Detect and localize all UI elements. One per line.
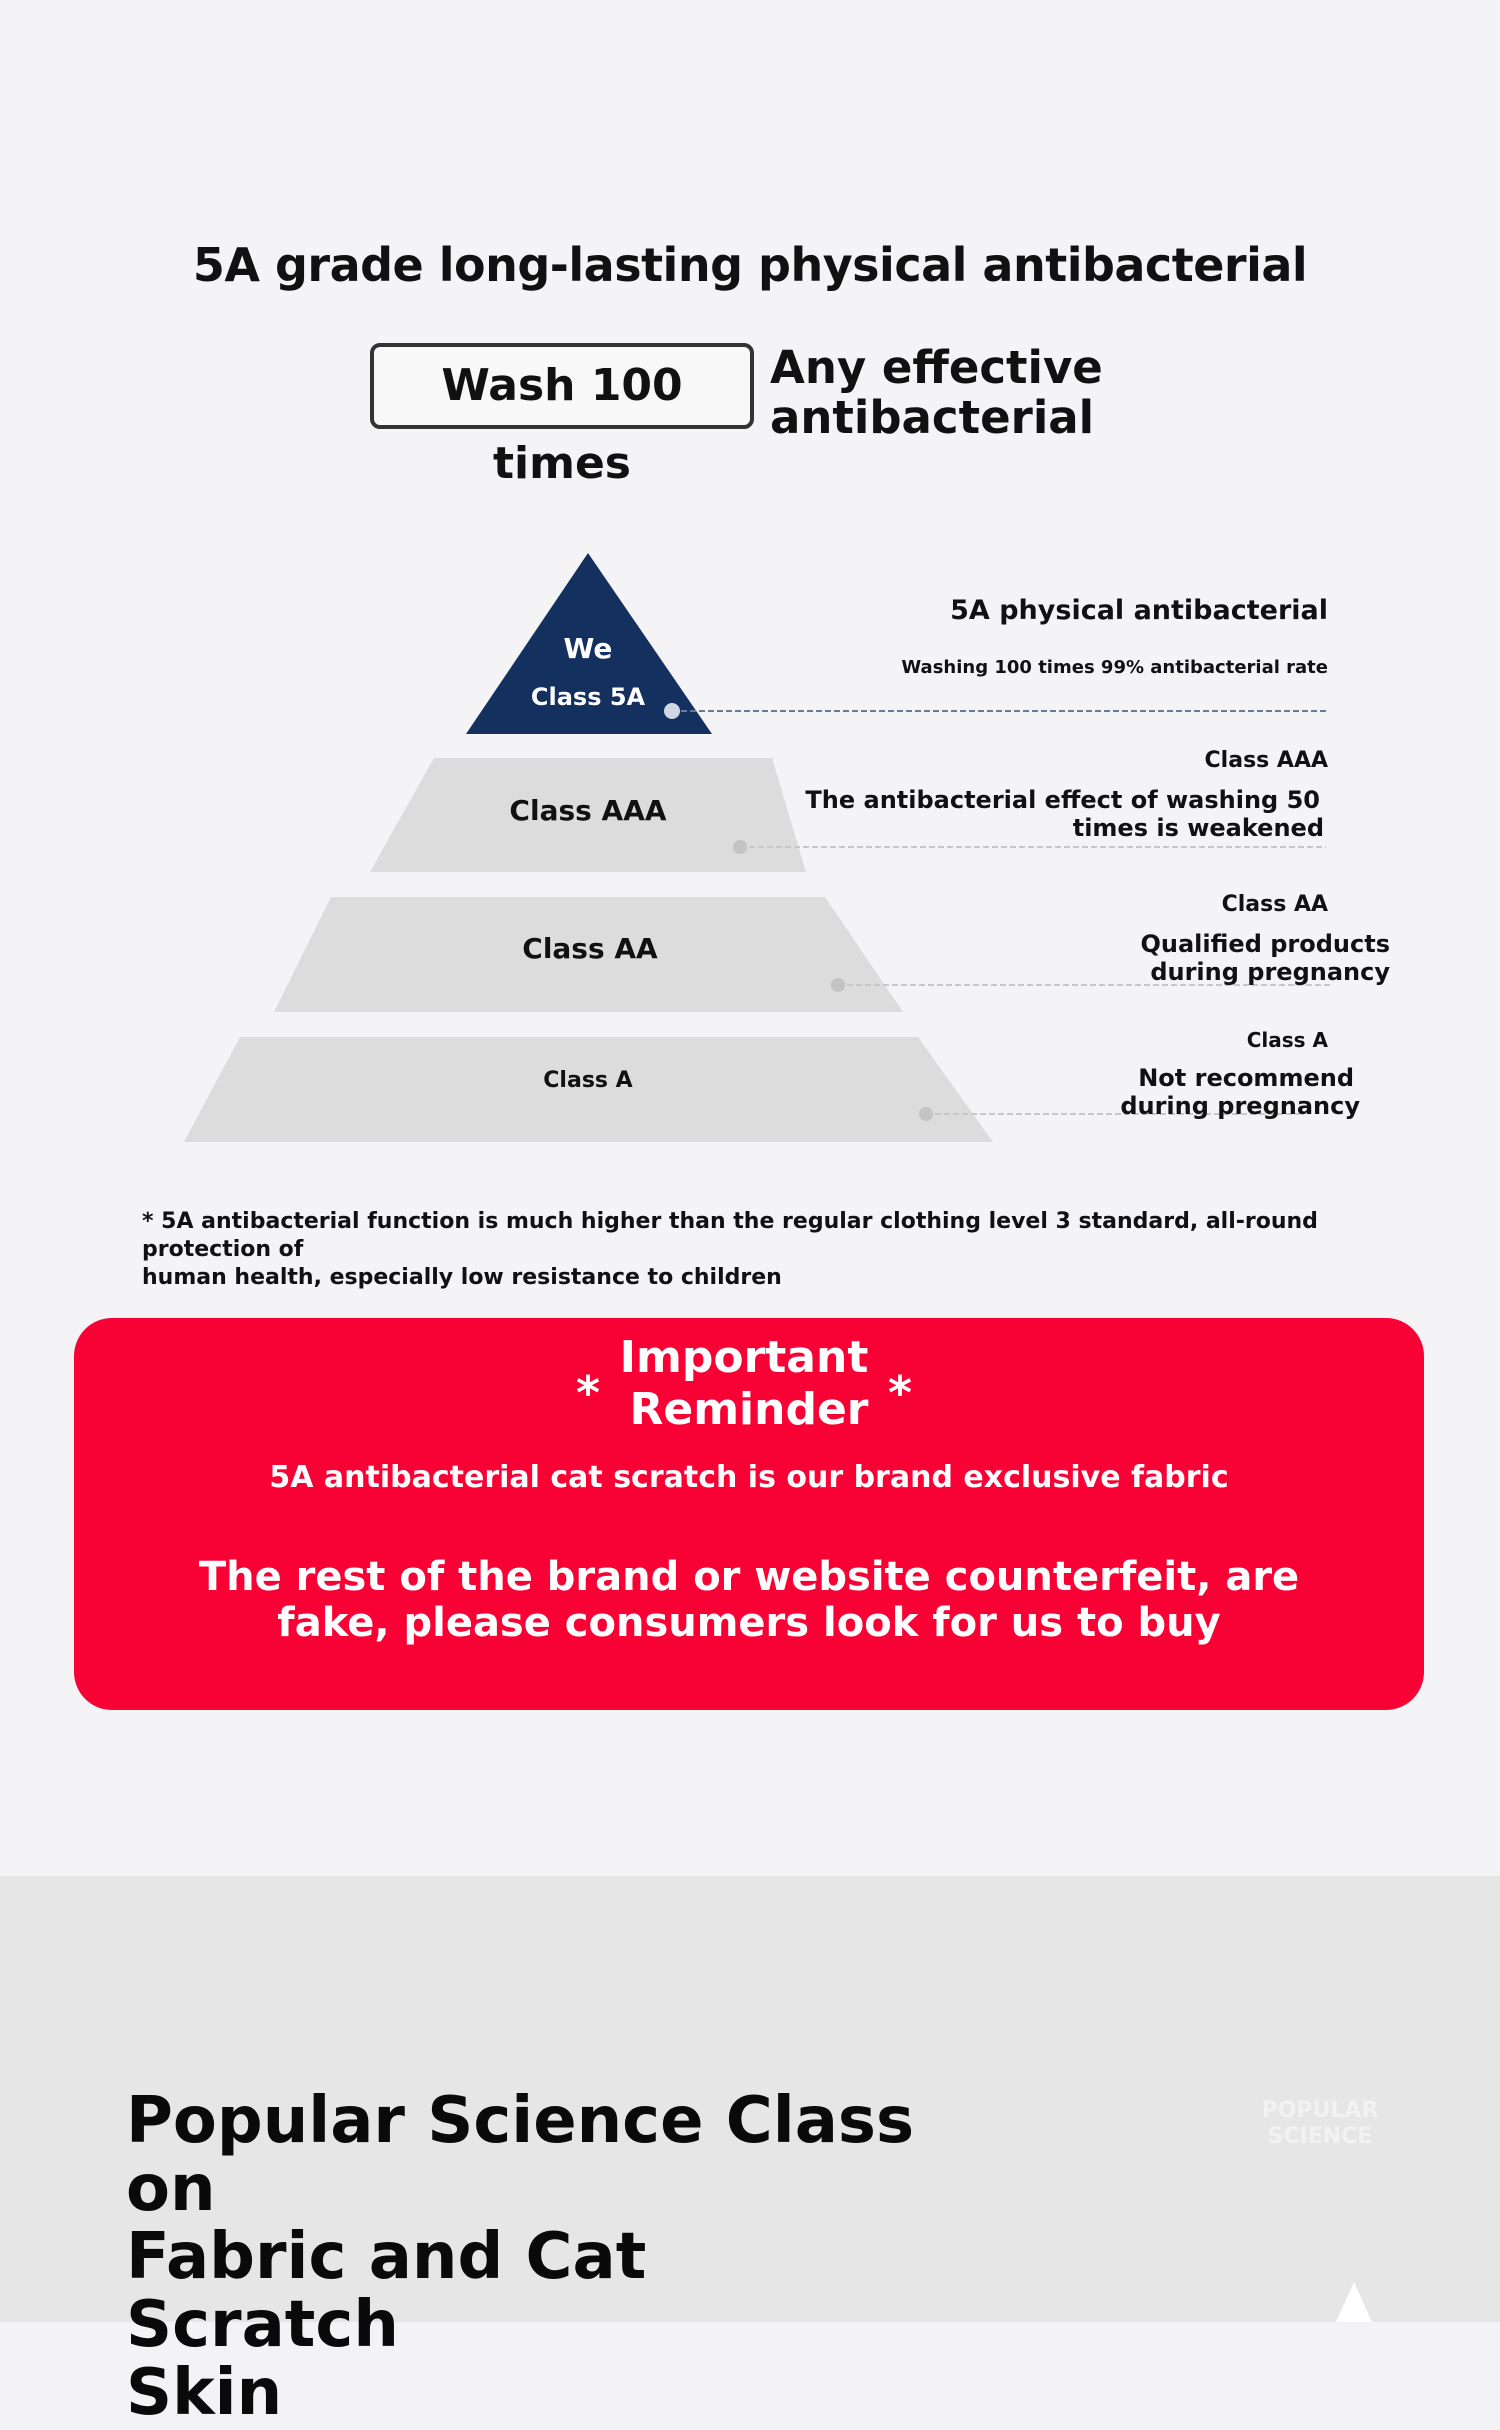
science-title-line-3: Skin <box>126 2356 283 2430</box>
star-icon-left: * <box>576 1366 601 1420</box>
reminder-warning-line-1: The rest of the brand or website counterfeit, are <box>198 1554 1300 1600</box>
wash-times-box: Wash 100 times <box>370 343 754 429</box>
science-title-line-1: Popular Science Class on <box>126 2084 915 2226</box>
legend-a-title: Class A <box>1246 1028 1328 1052</box>
reminder-warning <box>74 1554 1424 1646</box>
legend-aa-desc-1: Qualified products <box>1140 930 1390 958</box>
popular-science-badge <box>1240 2098 1400 2150</box>
legend-aa-desc-2: during pregnancy <box>1150 958 1390 986</box>
legend-aaa-title: Class AAA <box>1204 748 1328 773</box>
pyramid-top-we: We <box>563 632 613 665</box>
reminder-warning-line-2: fake, please consumers look for us to buy <box>277 1600 1221 1646</box>
dot-aaa <box>733 840 747 854</box>
science-badge-line-1: POPULAR <box>1261 2098 1379 2123</box>
dot-aa <box>831 978 845 992</box>
legend-aaa-desc-1: The antibacterial effect of washing 50 <box>805 786 1320 814</box>
pyramid-top-class5a: Class 5A <box>530 683 646 711</box>
legend-5a-desc: Washing 100 times 99% antibacterial rate <box>901 657 1328 678</box>
science-title-line-2: Fabric and Cat Scratch <box>126 2220 647 2362</box>
triangle-up-icon <box>1334 2280 1374 2322</box>
legend-a-desc-2: during pregnancy <box>1120 1092 1360 1120</box>
reminder-title-line-2: Reminder <box>629 1384 869 1435</box>
legend-aa-title: Class AA <box>1221 892 1328 917</box>
main-title: 5A grade long-lasting physical antibacterial <box>192 238 1308 292</box>
science-title <box>126 2084 926 2430</box>
pyramid-tier-a-label: Class A <box>543 1068 633 1093</box>
star-icon-right: * <box>888 1366 913 1420</box>
reminder-title <box>74 1332 1424 1436</box>
footnote-line-1: * 5A antibacterial function is much higher than the regular clothing level 3 standard, all-round protection of <box>142 1209 1318 1262</box>
dot-a <box>919 1107 933 1121</box>
pyramid-tier-aa-label: Class AA <box>522 932 658 965</box>
wash-effect-text: Any effective antibacterial <box>770 341 1103 444</box>
important-reminder-banner <box>74 1318 1424 1710</box>
legend-aaa-desc-2: times is weakened <box>1072 814 1324 842</box>
footnote-line-2: human health, especially low resistance to children <box>142 1265 782 1290</box>
legend-a-desc-1: Not recommend <box>1138 1064 1354 1092</box>
legend-5a-title: 5A physical antibacterial <box>950 595 1328 626</box>
science-badge-line-2: SCIENCE <box>1267 2124 1373 2149</box>
footnote <box>142 1208 1382 1292</box>
reminder-title-line-1: Important <box>619 1332 869 1383</box>
reminder-subtitle: 5A antibacterial cat scratch is our brand exclusive fabric <box>269 1460 1229 1495</box>
pyramid-tier-aaa-label: Class AAA <box>509 794 667 827</box>
